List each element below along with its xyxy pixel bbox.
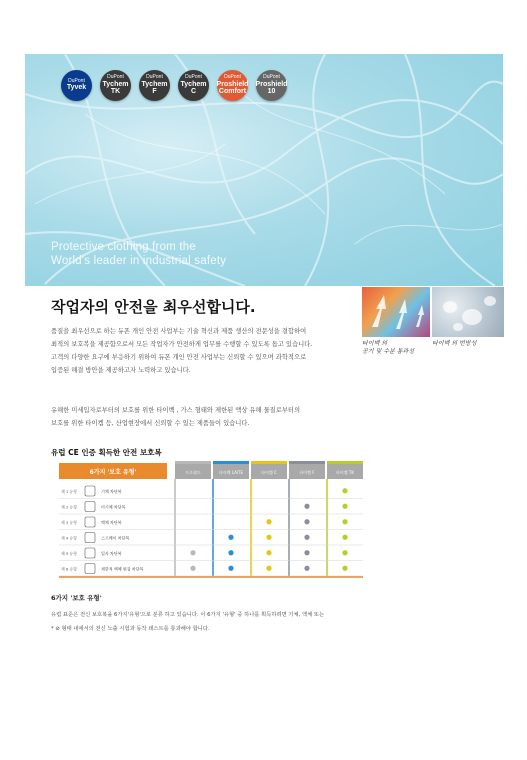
arrows-graphic [362,287,430,337]
product-logo [139,70,170,101]
column-accent-bar [175,461,211,464]
row-type-label: 제 2 유형 [61,504,77,510]
protection-type-table [51,461,363,581]
page-headline: 작업자의 안전을 최우선합니다. [51,298,256,316]
protection-type-icon [85,548,95,558]
row-description: 기체 차단복 [101,489,122,494]
product-logo [100,70,131,101]
text-line: 품질을 최우선으로 하는 듀폰 개인 안전 사업부는 기술 혁신과 제품 생산의 전문성을 결합하여 [51,328,307,335]
tagline-line-1: Protective clothing from the [51,241,196,253]
availability-dot [342,535,347,540]
availability-dot [342,566,347,571]
logo-product-name: Tychem C [180,80,207,96]
product-logo [61,70,92,101]
footnote-line: * ⊘ 형태 내에서의 전신 노출 시험과 동작 테스트를 통과해야 합니다. [51,626,210,632]
availability-dot [342,550,347,555]
logo-product-name: Proshield Comfort [216,80,249,96]
text-line: 고객의 다양한 요구에 부응하기 위하여 듀폰 개인 안전 사업부는 신뢰할 수 있으며 과학적으로 [51,354,307,361]
row-type-label: 제 3 유형 [61,520,77,525]
availability-dot [190,566,195,571]
availability-dot [266,535,271,540]
protection-type-icon [85,486,95,496]
logo-brand: DuPont [185,74,202,81]
column-header-label: 타이벡 LAITE [218,470,244,475]
column-accent-bar [213,461,249,464]
product-logo [178,70,209,101]
section-title: 유럽 CE 인증 획득한 안전 보호복 [51,448,162,457]
availability-dot [228,535,233,540]
availability-dot [304,550,309,555]
logo-brand: DuPont [224,74,241,81]
availability-dot [304,519,309,524]
availability-dot [342,504,347,509]
caption-left-line-2: 공기 및 수분 통과성 [362,348,415,355]
availability-dot [304,535,309,540]
column-accent-bar [327,461,363,464]
row-type-label: 제 1 유형 [61,489,77,494]
availability-dot [342,519,347,524]
availability-dot [228,550,233,555]
availability-dot [266,519,271,524]
caption-left [362,340,414,356]
row-type-label: 제 4 유형 [61,535,77,541]
logo-product-name: Tychem TK [102,80,129,96]
protection-type-icon [85,533,95,543]
logo-brand: DuPont [263,74,280,81]
column-header-label: 타이켐 F [299,470,315,475]
availability-dot [266,566,271,571]
column-header-label: 타이켐 C [261,470,277,475]
droplets-graphic [432,287,504,337]
fabric-permeability-photo [362,287,430,337]
column-accent-bar [289,461,325,464]
hero-banner [25,54,503,286]
water-droplets-photo [432,287,504,337]
text-line: 보호를 위한 타이켐 등, 산업현장에서 신뢰할 수 있는 제품들이 있습니다. [51,420,250,427]
availability-dot [304,566,309,571]
product-logo [217,70,248,101]
column-header-label: 타이켐 TK [336,470,354,475]
caption-left-line-1: 타이벡 의 [362,340,388,347]
logo-product-name: Tychem F [141,80,168,96]
row-type-label: 제 5 유형 [61,551,77,556]
row-description: 비기체 차단복 [101,504,126,510]
row-description: 입자 차단복 [101,551,122,556]
logo-brand: DuPont [146,74,163,81]
logo-brand: DuPont [68,77,85,84]
availability-dot [228,566,233,571]
text-line: 유해한 미세입자로부터의 보호를 위한 타이벡 , 가스 형태와 제한된 액상 유해 물질로부터의 [51,407,301,414]
row-type-label: 제 6 유형 [61,566,77,572]
text-line: 입증된 해결 방안을 제공하고자 노력하고 있습니다. [51,367,191,374]
logo-product-name: Proshield 10 [255,80,288,96]
availability-dot [342,488,347,493]
table-header-label: 6가지 '보호 유형' [89,469,137,476]
footnote-line: 유럽 표준은 전신 보호복을 6가지'유형'으로 분류 하고 있습니다. 이 6가지 '유형' 중 하나를 획득하려면 기체, 액체 또는 [51,612,325,618]
logo-brand: DuPont [107,74,124,81]
protection-type-icon [85,564,95,574]
column-header-label: 프로쉴드 [185,470,201,475]
tagline-line-2: World's leader in industrial safety [51,255,227,267]
hero-tagline [51,240,226,268]
caption-right: 타이벡 의 번방성 [432,340,477,347]
column-accent-bar [251,461,287,464]
text-line: 최적의 보호복을 제공함으로서 모든 작업자가 안전하게 업무를 수행할 수 있도록 돕고 있습니다. [51,341,313,348]
row-description: 스프레이 차단복 [101,535,130,541]
protection-type-icon [85,502,95,512]
protection-type-icon [85,517,95,527]
row-description: 액체 차단복 [101,520,122,525]
logo-product-name: Tyvek [66,84,87,92]
subsection-title: 6가지 '보호 유형' [51,594,102,602]
row-description: 제한적 액체 튀김 차단복 [101,566,144,572]
product-logos [61,70,287,101]
product-logo [256,70,287,101]
availability-dot [190,550,195,555]
availability-dot [266,550,271,555]
availability-dot [304,504,309,509]
